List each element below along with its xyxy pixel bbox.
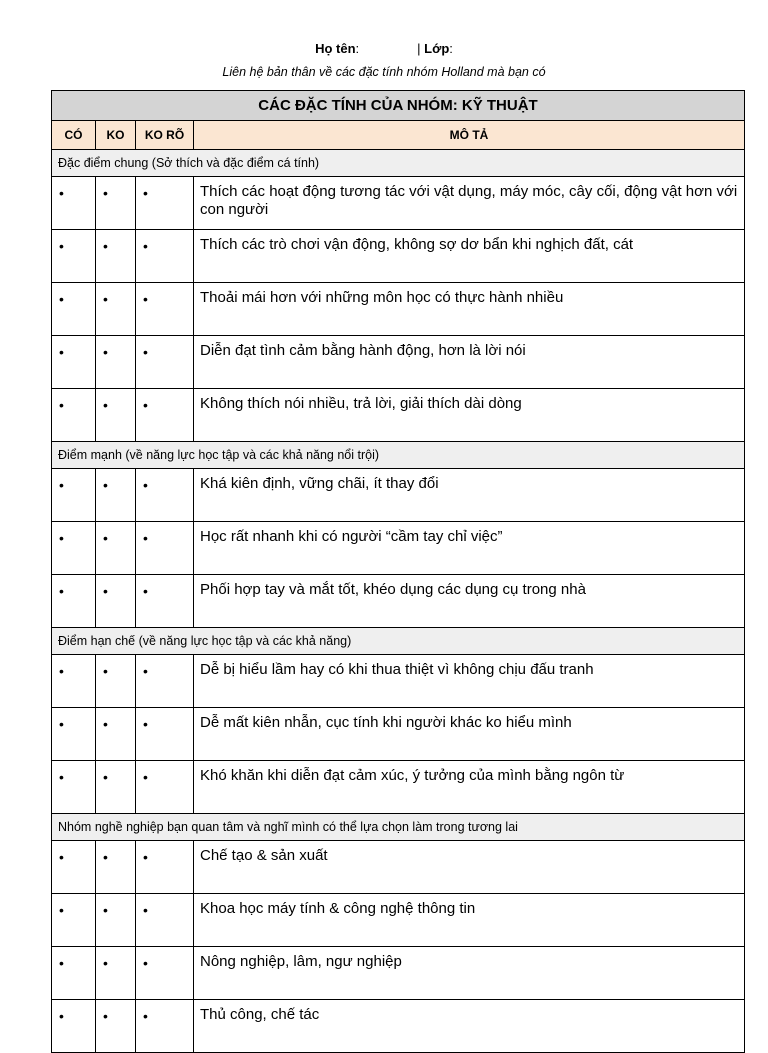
table-row [52, 575, 745, 628]
item-description: Thủ công, chế tác [194, 1000, 745, 1053]
table-row [52, 283, 745, 336]
table-row [52, 655, 745, 708]
name-colon: : [355, 41, 360, 56]
section-row [52, 814, 745, 841]
section-row [52, 150, 745, 177]
item-description: Khoa học máy tính & công nghệ thông tin [194, 894, 745, 947]
checkbox-co[interactable]: • [52, 947, 96, 1000]
table-row [52, 336, 745, 389]
class-colon: : [449, 41, 453, 56]
checkbox-ko-ro[interactable]: • [136, 469, 194, 522]
checkbox-co[interactable]: • [52, 230, 96, 283]
checkbox-ko-ro[interactable]: • [136, 761, 194, 814]
table-row [52, 947, 745, 1000]
item-description: Khá kiên định, vững chãi, ít thay đổi [194, 469, 745, 522]
class-label: Lớp [424, 41, 450, 56]
checkbox-ko[interactable]: • [96, 655, 136, 708]
checkbox-ko-ro[interactable]: • [136, 283, 194, 336]
col-header-ko-ro: KO RÕ [136, 121, 194, 150]
checkbox-co[interactable]: • [52, 708, 96, 761]
item-description: Dễ bị hiểu lầm hay có khi thua thiệt vì không chịu đấu tranh [194, 655, 745, 708]
checkbox-co[interactable]: • [52, 761, 96, 814]
checkbox-ko-ro[interactable]: • [136, 336, 194, 389]
table-row [52, 1000, 745, 1053]
checkbox-co[interactable]: • [52, 655, 96, 708]
checkbox-co[interactable]: • [52, 177, 96, 230]
col-header-ko: KO [96, 121, 136, 150]
checkbox-ko-ro[interactable]: • [136, 841, 194, 894]
checkbox-ko[interactable]: • [96, 1000, 136, 1053]
checkbox-co[interactable]: • [52, 841, 96, 894]
checkbox-ko-ro[interactable]: • [136, 230, 194, 283]
item-description: Thích các trò chơi vận động, không sợ dơ bẩn khi nghịch đất, cát [194, 230, 745, 283]
checkbox-ko[interactable]: • [96, 841, 136, 894]
checkbox-ko-ro[interactable]: • [136, 575, 194, 628]
checkbox-ko[interactable]: • [96, 575, 136, 628]
item-description: Phối hợp tay và mắt tốt, khéo dụng các dụng cụ trong nhà [194, 575, 745, 628]
item-description: Diễn đạt tình cảm bằng hành động, hơn là lời nói [194, 336, 745, 389]
checkbox-ko-ro[interactable]: • [136, 389, 194, 442]
checkbox-co[interactable]: • [52, 575, 96, 628]
checkbox-ko-ro[interactable]: • [136, 894, 194, 947]
checkbox-ko[interactable]: • [96, 469, 136, 522]
section-label: Điểm hạn chế (về năng lực học tập và các khả năng) [52, 628, 745, 655]
checkbox-ko[interactable]: • [96, 894, 136, 947]
holland-table [51, 90, 745, 1053]
checkbox-ko-ro[interactable]: • [136, 708, 194, 761]
checkbox-co[interactable]: • [52, 894, 96, 947]
section-label: Điểm mạnh (về năng lực học tập và các khả năng nổi trội) [52, 442, 745, 469]
checkbox-ko-ro[interactable]: • [136, 1000, 194, 1053]
checkbox-ko[interactable]: • [96, 389, 136, 442]
subtitle: Liên hệ bản thân về các đặc tính nhóm Holland mà bạn có [222, 65, 546, 79]
checkbox-ko[interactable]: • [96, 947, 136, 1000]
table-row [52, 389, 745, 442]
checkbox-co[interactable]: • [52, 522, 96, 575]
checkbox-ko[interactable]: • [96, 177, 136, 230]
table-row [52, 230, 745, 283]
table-row [52, 894, 745, 947]
item-description: Thích các hoạt động tương tác với vật dụng, máy móc, cây cối, động vật hơn với con người [194, 177, 745, 230]
table-row [52, 522, 745, 575]
table-row [52, 469, 745, 522]
item-description: Dễ mất kiên nhẫn, cục tính khi người khác ko hiểu mình [194, 708, 745, 761]
col-header-mo-ta: MÔ TẢ [194, 121, 745, 150]
checkbox-ko-ro[interactable]: • [136, 655, 194, 708]
name-label: Họ tên [315, 41, 356, 56]
table-row [52, 708, 745, 761]
table-row [52, 761, 745, 814]
checkbox-ko[interactable]: • [96, 283, 136, 336]
name-class-line [0, 41, 768, 56]
checkbox-ko[interactable]: • [96, 522, 136, 575]
checkbox-ko-ro[interactable]: • [136, 177, 194, 230]
item-description: Nông nghiệp, lâm, ngư nghiệp [194, 947, 745, 1000]
item-description: Học rất nhanh khi có người “cầm tay chỉ việc” [194, 522, 745, 575]
item-description: Khó khăn khi diễn đạt cảm xúc, ý tưởng của mình bằng ngôn từ [194, 761, 745, 814]
table-row [52, 841, 745, 894]
table-row [52, 177, 745, 230]
section-row [52, 628, 745, 655]
checkbox-co[interactable]: • [52, 1000, 96, 1053]
checkbox-ko[interactable]: • [96, 230, 136, 283]
checkbox-co[interactable]: • [52, 389, 96, 442]
checkbox-ko[interactable]: • [96, 708, 136, 761]
checkbox-co[interactable]: • [52, 469, 96, 522]
section-row [52, 442, 745, 469]
item-description: Chế tạo & sản xuất [194, 841, 745, 894]
col-header-co: CÓ [52, 121, 96, 150]
checkbox-co[interactable]: • [52, 283, 96, 336]
section-label: Đặc điểm chung (Sở thích và đặc điểm cá tính) [52, 150, 745, 177]
checkbox-ko[interactable]: • [96, 761, 136, 814]
table-title: CÁC ĐẶC TÍNH CỦA NHÓM: KỸ THUẬT [52, 91, 745, 121]
item-description: Không thích nói nhiều, trả lời, giải thích dài dòng [194, 389, 745, 442]
checkbox-co[interactable]: • [52, 336, 96, 389]
section-label: Nhóm nghề nghiệp bạn quan tâm và nghĩ mình có thể lựa chọn làm trong tương lai [52, 814, 745, 841]
checkbox-ko[interactable]: • [96, 336, 136, 389]
separator: | [417, 41, 421, 56]
checkbox-ko-ro[interactable]: • [136, 522, 194, 575]
item-description: Thoải mái hơn với những môn học có thực hành nhiều [194, 283, 745, 336]
checkbox-ko-ro[interactable]: • [136, 947, 194, 1000]
